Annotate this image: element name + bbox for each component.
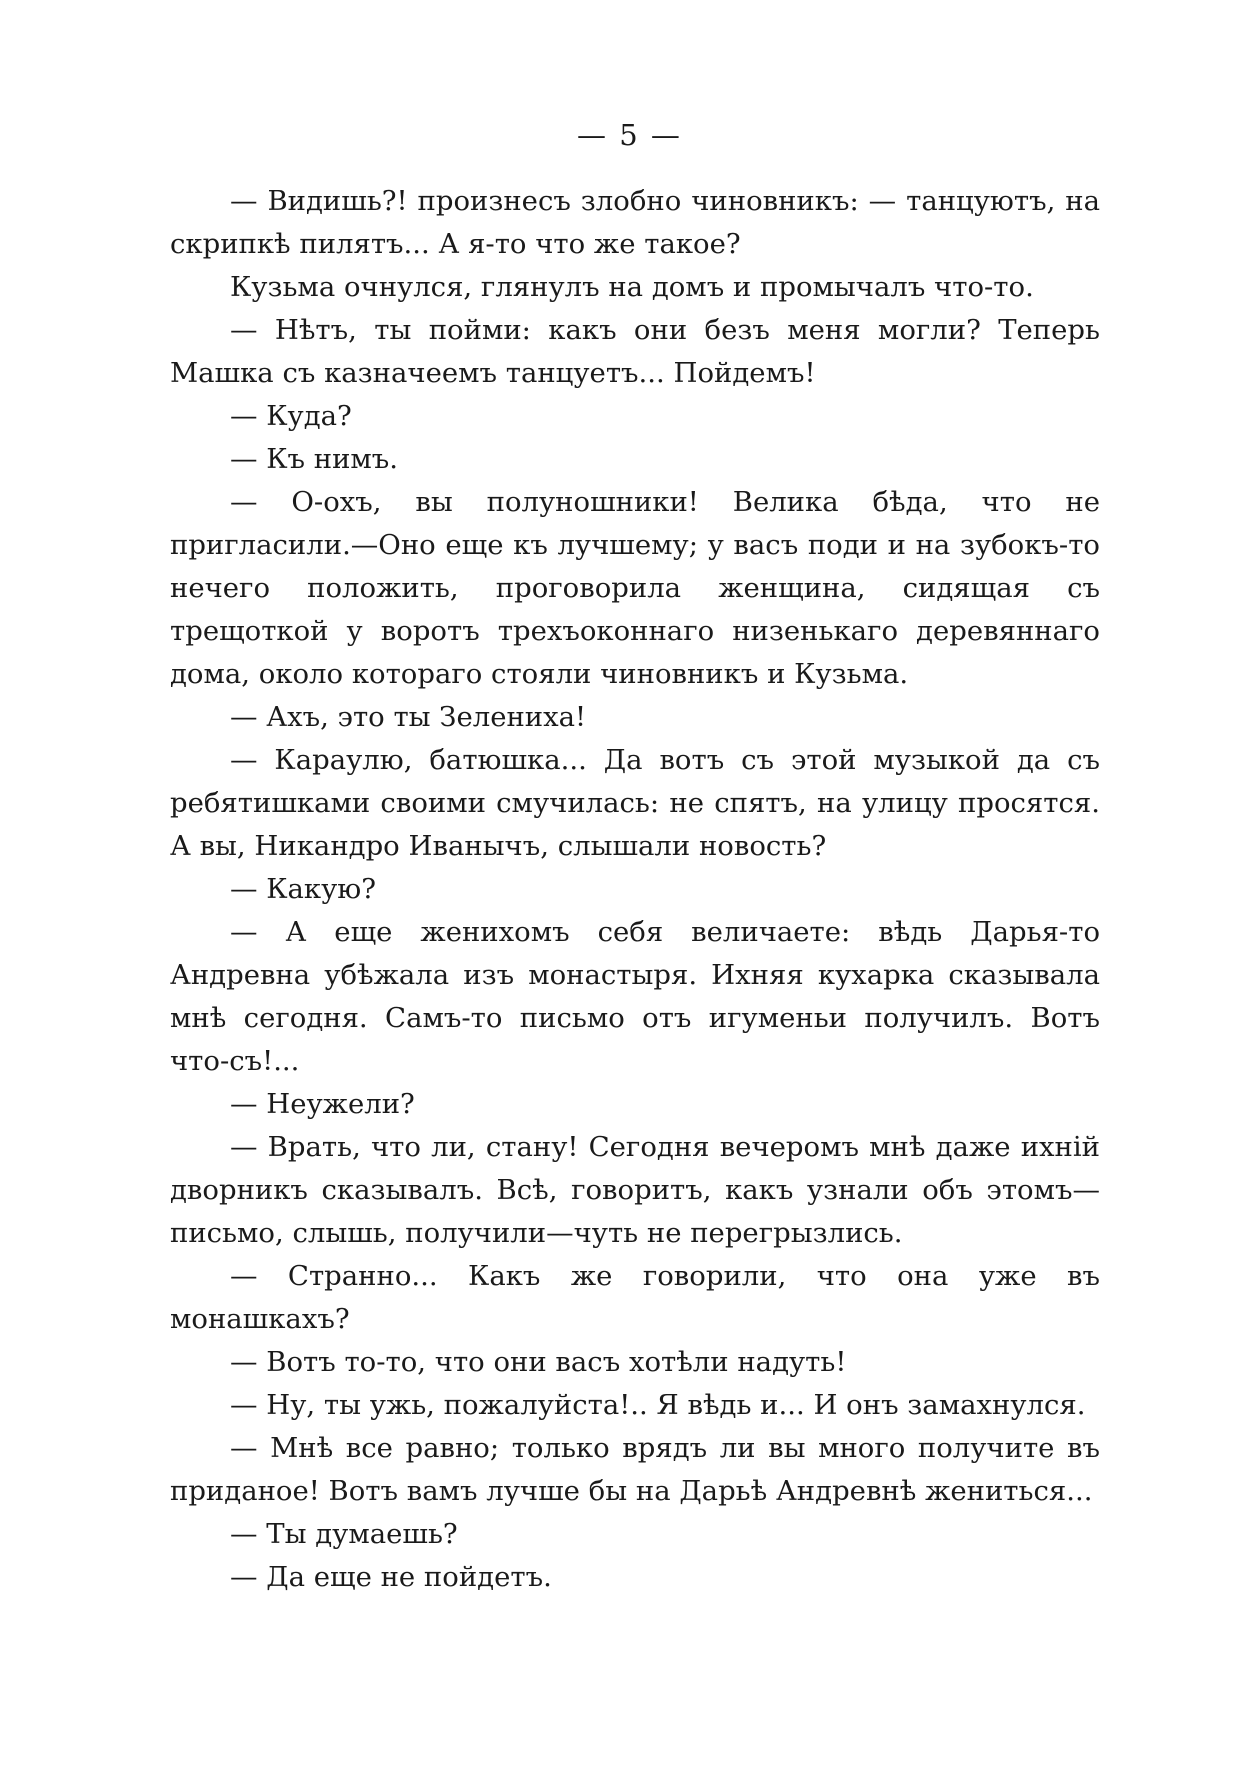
paragraph: — Куда? (230, 400, 352, 432)
paragraph: — Странно... Какъ же говорили, что она уже въ монашкахъ? (170, 1260, 1100, 1335)
paragraph: Кузьма очнулся, глянулъ на домъ и промычалъ что-то. (230, 271, 1034, 303)
page-number: — 5 — (577, 118, 682, 152)
paragraph: — А еще женихомъ себя величаете: вѣдь Дарья-то Андревна убѣжала изъ монастыря. Ихняя кухарка сказывала мнѣ сегодня. Самъ-то письмо отъ игуменьи получилъ. Вотъ что-съ!... (170, 916, 1100, 1077)
page-text (170, 180, 1100, 1599)
paragraph: — Нѣтъ, ты пойми: какъ они безъ меня могли? Теперь Машка съ казначеемъ танцуетъ... Пойдемъ! (170, 314, 1100, 389)
paragraph: — Неужели? (230, 1088, 415, 1120)
paragraph: — Да еще не пойдетъ. (230, 1561, 552, 1593)
paragraph: — Мнѣ все равно; только врядъ ли вы много получите въ приданое! Вотъ вамъ лучше бы на Дарьѣ Андревнѣ жениться... (170, 1432, 1100, 1507)
paragraph: — Ты думаешь? (230, 1518, 458, 1550)
paragraph: — Караулю, батюшка... Да вотъ съ этой музыкой да съ ребятишками своими смучилась: не спятъ, на улицу просятся. А вы, Никандро Иванычъ, слышали новость? (170, 744, 1100, 862)
paragraph: — Къ нимъ. (230, 443, 399, 475)
paragraph: — О-охъ, вы полуношники! Велика бѣда, что не пригласили.—Оно еще къ лучшему; у васъ поди и на зубокъ-то нечего положить, проговорила женщина, сидящая съ трещоткой у воротъ трехъоконнаго низенькаго деревяннаго дома, около котораго стояли чиновникъ и Кузьма. (170, 486, 1100, 690)
paragraph: — Врать, что ли, стану! Сегодня вечеромъ мнѣ даже ихній дворникъ сказывалъ. Всѣ, говоритъ, какъ узнали объ этомъ— письмо, слышь, получили—чуть не перегрызлись. (170, 1131, 1100, 1249)
paragraph: — Ну, ты ужь, пожалуйста!.. Я вѣдь и... И онъ замахнулся. (230, 1389, 1086, 1421)
paragraph: — Ахъ, это ты Зелениха! (230, 701, 587, 733)
paragraph: — Какую? (230, 873, 376, 905)
paragraph: — Видишь?! произнесъ злобно чиновникъ: — танцуютъ, на скрипкѣ пилятъ... А я-то что же такое? (170, 185, 1100, 260)
paragraph: — Вотъ то-то, что они васъ хотѣли надуть! (230, 1346, 847, 1378)
